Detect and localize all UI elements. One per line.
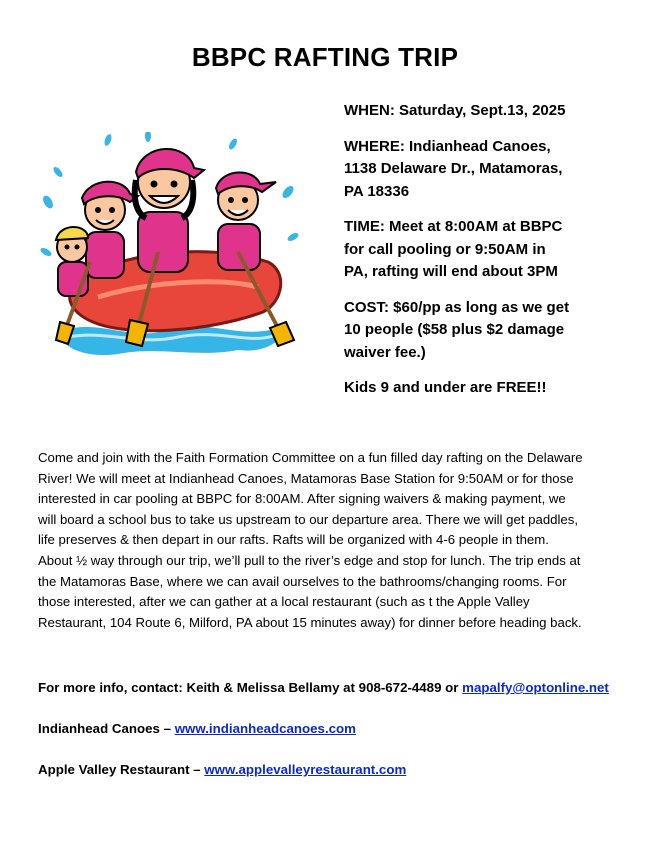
canoes-text: Indianhead Canoes – bbox=[38, 721, 175, 736]
description-line: the Matamoras Base, where we can avail ourselves to the bathrooms/changing rooms. For bbox=[38, 573, 567, 589]
page-title: BBPC RAFTING TRIP bbox=[191, 42, 459, 72]
when-line bbox=[344, 100, 634, 123]
right-rafter bbox=[216, 172, 276, 270]
description-line: Come and join with the Faith Formation Committee on a fun filled day rafting on the Delaware bbox=[38, 450, 583, 465]
rafting-family-illustration bbox=[38, 132, 300, 358]
time-line-1: TIME: Meet at 8:00AM at BBPC bbox=[344, 218, 563, 235]
restaurant-text: Apple Valley Restaurant – bbox=[38, 762, 205, 777]
description-line: interested in car pooling at BBPC for 8:00AM. After signing waivers & making payment, we bbox=[38, 491, 566, 507]
cost-line-2: 10 people ($58 plus $2 damage bbox=[344, 321, 565, 338]
where-block bbox=[344, 136, 634, 204]
contact-info bbox=[38, 678, 638, 801]
time-line-3: PA, rafting will end about 3PM bbox=[344, 263, 558, 280]
time-block bbox=[344, 216, 634, 284]
trip-details bbox=[344, 100, 634, 413]
email-link[interactable]: mapalfy@optonline.net bbox=[462, 680, 609, 695]
canoes-website-link[interactable]: www.indianheadcanoes.com bbox=[174, 721, 356, 736]
when-text: WHEN: Saturday, Sept.13, 2025 bbox=[344, 102, 566, 119]
description-line: those interested, after we can gather at a local restaurant (such as t the Apple Valley bbox=[38, 594, 530, 610]
where-line-2: 1138 Delaware Dr., Matamoras, bbox=[344, 160, 563, 177]
where-line-1: WHERE: Indianhead Canoes, bbox=[344, 137, 551, 155]
info-contact-line bbox=[38, 678, 638, 698]
info-contact-text: For more info, contact: Keith & Melissa Bellamy at 908-672-4489 or bbox=[38, 680, 463, 695]
canoes-line bbox=[38, 719, 638, 739]
time-line-2: for call pooling or 9:50AM in bbox=[344, 240, 546, 258]
description-line: About ½ way through our trip, we’ll pull to the river’s edge and stop for lunch. The trip ends at bbox=[38, 552, 581, 568]
description-line: River! We will meet at Indianhead Canoes, Matamoras Base Station for 9:50AM or for those bbox=[38, 470, 574, 486]
kids-text: Kids 9 and under are FREE!! bbox=[344, 379, 547, 396]
cost-line-1: COST: $60/pp as long as we get bbox=[344, 298, 570, 316]
kids-line bbox=[344, 377, 634, 400]
restaurant-website-link[interactable]: www.applevalleyrestaurant.com bbox=[204, 762, 407, 777]
where-line-3: PA 18336 bbox=[344, 182, 410, 200]
description-line: will board a school bus to take us upstream to our departure area. There we will get paddles, bbox=[38, 511, 579, 527]
restaurant-line bbox=[38, 760, 638, 780]
cost-line-3: waiver fee.) bbox=[344, 343, 426, 361]
description-line: life preserves & then depart in our rafts. Rafts will be organized with 4-6 people in them. bbox=[38, 532, 549, 548]
description-paragraph bbox=[38, 448, 618, 633]
description-line: Restaurant, 104 Route 6, Milford, PA about 15 minutes away) for dinner before heading back. bbox=[38, 614, 582, 630]
cost-block bbox=[344, 297, 634, 365]
